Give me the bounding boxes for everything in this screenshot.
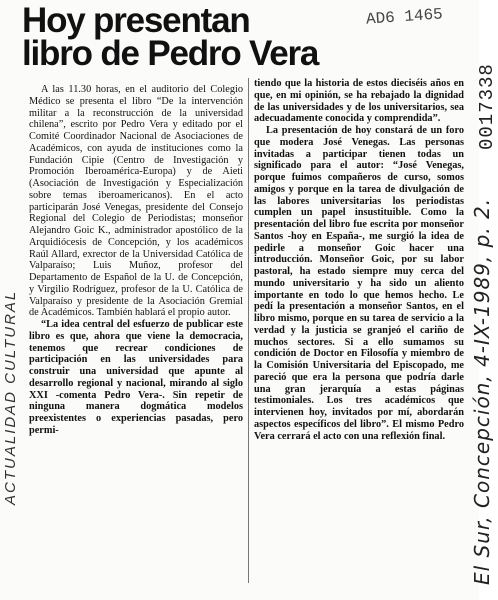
handwritten-catalog-number: AD6 1465 <box>365 5 444 29</box>
article-column-2 <box>254 78 464 442</box>
headline-line-1: Hoy presentan <box>22 1 250 40</box>
headline <box>22 1 352 73</box>
paragraph-continuation: tiendo que la historia de estos dieciséis años en que, en mi opinión, se ha rebajado la dignidad de las universidades y de los universitarios, sea adecuadamente conocida y comprendida”. <box>254 78 464 125</box>
section-label: ACTUALIDAD CULTURAL <box>2 289 19 505</box>
handwritten-source-note: El Sur, Concepción, 4-IX-1989, p. 2. <box>470 197 494 585</box>
paragraph-quote: “La idea central del esfuerzo de publicar este libro es que, ahora que viene la democracia, tenemos que recrear condiciones de participación en las universidades para construir una universidad que apunte al desarrollo regional y nacional, mirando al siglo XXI -comenta Pedro Vera-. Sin repetir de ninguna manera dogmática modelos preexistentes o experiencias pasadas, pero permi- <box>29 319 243 436</box>
paragraph: A las 11.30 horas, en el auditorio del Colegio Médico se presenta el libro “De la intervención militar a la reconstrucción de la universidad chilena”, escrito por Pedro Vera y editado por el Comité Coordinador Nacional de Asociaciones de Académicos, con ayuda de instituciones como la Fundación Cipie (Centro de Investigación y Promoción Iberoamérica-Europa) y de Aieti (Asociación de Investigación y Especialización sobre temas iberoamericanos). En el acto participarán José Venegas, presidente del Consejo Regional del Colegio de Periodistas; monseñor Alejandro Goic K., administrador apostólico de la Arquidiócesis de Concepción, y los académicos Raúl Allard, exrector de la Universidad Católica de Valparaíso; Luis Muñoz, profesor del Departamento de Español de la U. de Concepción, y Virgilio Rodríguez, profesor de la U. Católica de Valparaíso y presidente de la Asociación Gremial de Académicos. También hablará el propio autor. <box>29 84 243 319</box>
column-divider <box>248 78 249 583</box>
headline-line-2: libro de Pedro Vera <box>22 34 319 73</box>
paragraph: La presentación de hoy constará de un foro que modera José Venegas. Las personas invitadas a participar tienen todas un significado para el autor: “José Venegas, porque fuimos compañeros de curso, somos amigos y porque en la tarea de divulgación de las labores universitarias los periodistas cumplen un papel insustituible. Como la presentación del libro fue escrita por monseñor Santos -hoy en España-, me surgió la idea de pedirle a monseñor Goic hacer una introducción. Monseñor Goic, por su labor pastoral, ha estado siempre muy cerca del mundo universitario y ha sido un aliento importante en todo lo que hemos hecho. Le pedí la presentación a monseñor Santos, en el libro mismo, porque en su tarea de servicio a la verdad y la justicia se granjeó el cariño de muchos sectores. Si a ello sumamos su condición de Doctor en Filosofía y miembro de la Comisión Universitaria del Episcopado, me pareció que era la persona que podría darle una gran jerarquía a estas páginas testimoniales. Los tres académicos que intervienen hoy, invitados por mí, abordarán aspectos específicos del libro”. El mismo Pedro Vera cerrará el acto con una reflexión final. <box>254 125 464 442</box>
archive-id: 0017338 <box>476 63 498 150</box>
article-column-1 <box>29 84 243 437</box>
